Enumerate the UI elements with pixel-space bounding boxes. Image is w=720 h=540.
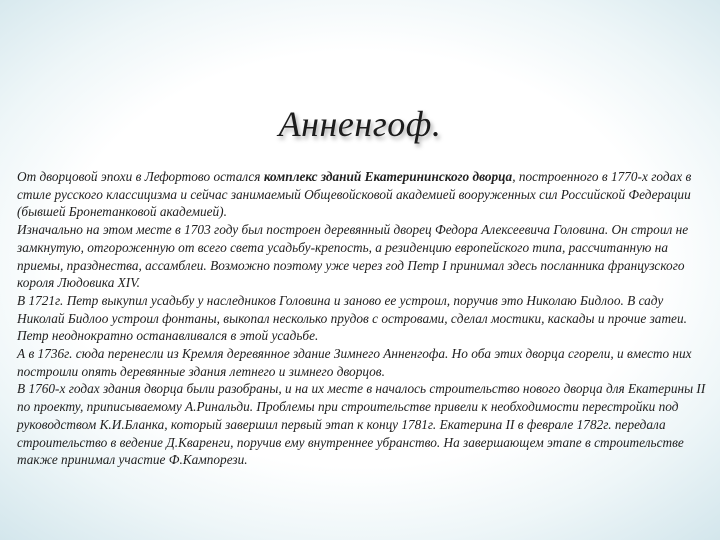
paragraph-1-bold: комплекс зданий Екатерининского дворца: [263, 169, 513, 184]
paragraph-1: [17, 168, 707, 221]
paragraph-5: В 1760-х годах здания дворца были разобраны, и на их месте в началось строительство нового дворца для Екатерины II по проекту, приписываемому А.Ринальди. Проблемы при строительстве привели к необходимости перестройки под руководством К.И.Бланка, который завершил первый этап к концу 1781г. Екатерина II в феврале 1782г. передала строительство в ведение Д.Кваренги, поручив ему внутреннее убранство. На завершающем этапе в строительстве также принимал участие Ф.Кампорези.: [17, 381, 706, 468]
slide-body: [17, 168, 707, 469]
paragraph-1-start: От дворцовой эпохи в Лефортово остался: [17, 169, 264, 184]
paragraph-4: А в 1736г. сюда перенесли из Кремля деревянное здание Зимнего Анненгофа. Но оба этих дворца сгорели, и вместо них построили опять деревянные здания летнего и зимнего дворцов.: [17, 346, 692, 379]
paragraph-1-end: , построенного в 1770-х годах в стиле русского классицизма и сейчас занимаемый Общевойсковой академией вооруженных сил Российской Федерации (бывшей Бронетанковой академией).: [17, 169, 692, 220]
slide-title: Анненгоф.: [278, 104, 442, 144]
paragraph-3: В 1721г. Петр выкупил усадьбу у наследников Головина и заново ее устроил, поручив это Николаю Бидлоо. В саду Николай Бидлоо устроил фонтаны, выкопал несколько прудов с островами, сделал мостики, каскады и прочие затеи. Петр неоднократно останавливался в этой усадьбе.: [17, 292, 687, 344]
paragraph-2: Изначально на этом месте в 1703 году был построен деревянный дворец Федора Алексеевича Головина. Он строил не замкнутую, отгороженную от всего света усадьбу-крепость, а резиденцию европейского типа, рассчитанную на приемы, празднества, ассамблеи. Возможно поэтому уже через год Петр I принимал здесь посланника французского короля Людовика XIV.: [17, 222, 689, 291]
